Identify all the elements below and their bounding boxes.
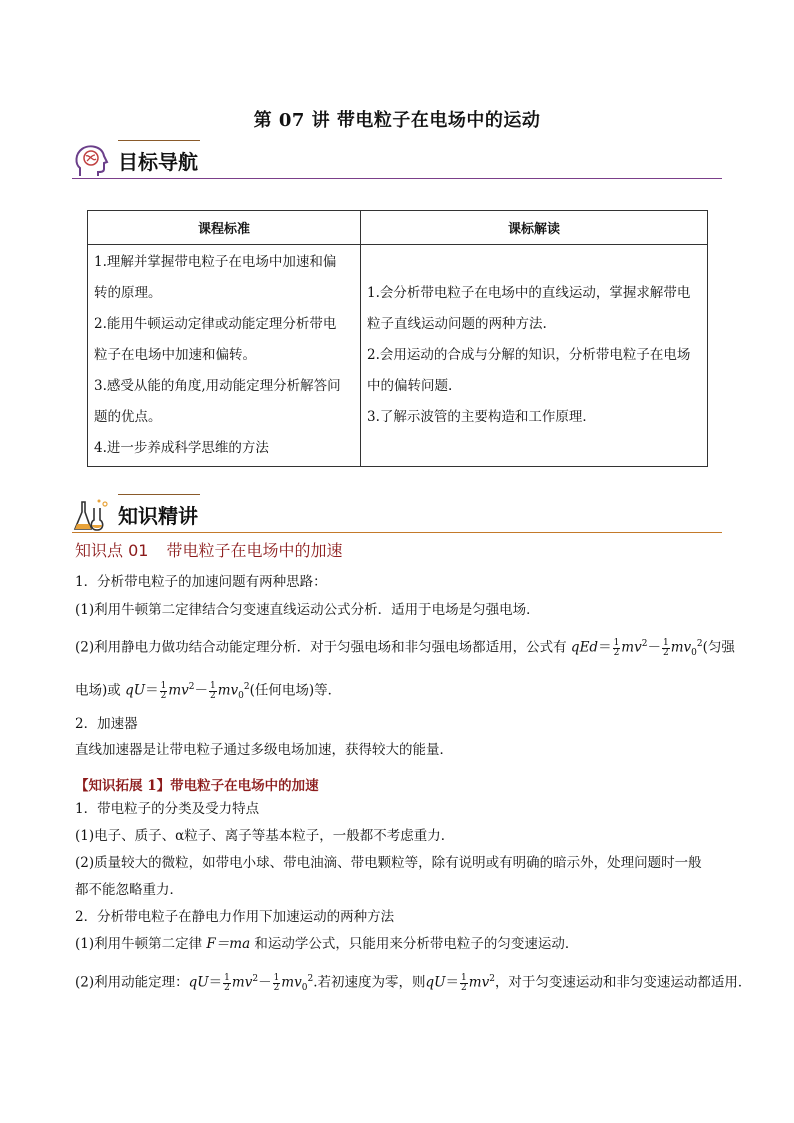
page-title: 第 07 讲 带电粒子在电场中的运动 bbox=[253, 110, 541, 131]
flask-icon bbox=[72, 496, 110, 534]
paragraph: 直线加速器是让带电粒子通过多级电场加速，获得较大的能量． bbox=[75, 742, 453, 758]
paragraph: 1．带电粒子的分类及受力特点 bbox=[75, 801, 260, 817]
paragraph-formula: 电场)或 qU＝ $\frac{1}{2}$ $mv^2-$ $\frac{1}{2}$ $mv_0^2$(任何电场)等． bbox=[75, 680, 342, 702]
paragraph-formula: (2)利用静电力做功结合动能定理分析．对于匀强电场和非匀强电场都适用，公式有 qEd＝ $\frac{1}{2}$ $mv^2-$ $\frac{1}{2}$ $mv_0^2$(匀强 bbox=[75, 637, 735, 659]
paragraph: (2)质量较大的微粒，如带电小球、带电油滴、带电颗粒等，除有说明或有明确的暗示外，处理问题时一般 bbox=[75, 855, 702, 871]
section-header-goals bbox=[72, 140, 722, 180]
paragraph: (1)电子、质子、α粒子、离子等基本粒子，一般都不考虑重力． bbox=[75, 828, 455, 844]
paragraph: 都不能忽略重力． bbox=[75, 882, 183, 898]
knowledge-point-title: 知识点 01 带电粒子在电场中的加速 bbox=[75, 541, 343, 560]
table-header: 课程标准 bbox=[88, 211, 361, 245]
paragraph: 2．加速器 bbox=[75, 716, 138, 732]
section-title: 目标导航 bbox=[118, 150, 198, 174]
curriculum-table bbox=[87, 210, 708, 467]
table-cell-left: 1.理解并掌握带电粒子在电场中加速和偏 转的原理。 2.能用牛顿运动定律或动能定理分析带电 粒子在电场中加速和偏转。 3.感受从能的角度,用动能定理分析解答问 题的优点。 4.进一步养成科学思维的方法 bbox=[88, 245, 361, 467]
paragraph-formula: (2)利用动能定理：qU＝ $\frac{1}{2}$ $mv^2-$ $\frac{1}{2}$ $mv_0^2$.若初速度为零，则qU＝ $\frac{1}{2}$ $mv^2$，对于匀变速运动和非匀变速运动都适用． bbox=[75, 972, 752, 994]
section-title: 知识精讲 bbox=[118, 504, 198, 528]
table-header: 课标解读 bbox=[361, 211, 708, 245]
paragraph: 2．分析带电粒子在静电力作用下加速运动的两种方法 bbox=[75, 909, 395, 925]
section-header-knowledge bbox=[72, 494, 722, 534]
table-cell-right: 1.会分析带电粒子在电场中的直线运动，掌握求解带电 粒子直线运动问题的两种方法. 2.会用运动的合成与分解的知识，分析带电粒子在电场 中的偏转问题. 3.了解示波管的主要构造和工作原理． bbox=[361, 245, 708, 467]
extension-heading: 【知识拓展 1】带电粒子在电场中的加速 bbox=[75, 778, 319, 794]
paragraph: 1．分析带电粒子的加速问题有两种思路： bbox=[75, 574, 327, 590]
paragraph-formula: (1)利用牛顿第二定律 F＝ma 和运动学公式，只能用来分析带电粒子的匀变速运动． bbox=[75, 936, 579, 952]
brain-icon bbox=[72, 142, 110, 180]
paragraph: (1)利用牛顿第二定律结合匀变速直线运动公式分析．适用于电场是匀强电场． bbox=[75, 602, 540, 618]
